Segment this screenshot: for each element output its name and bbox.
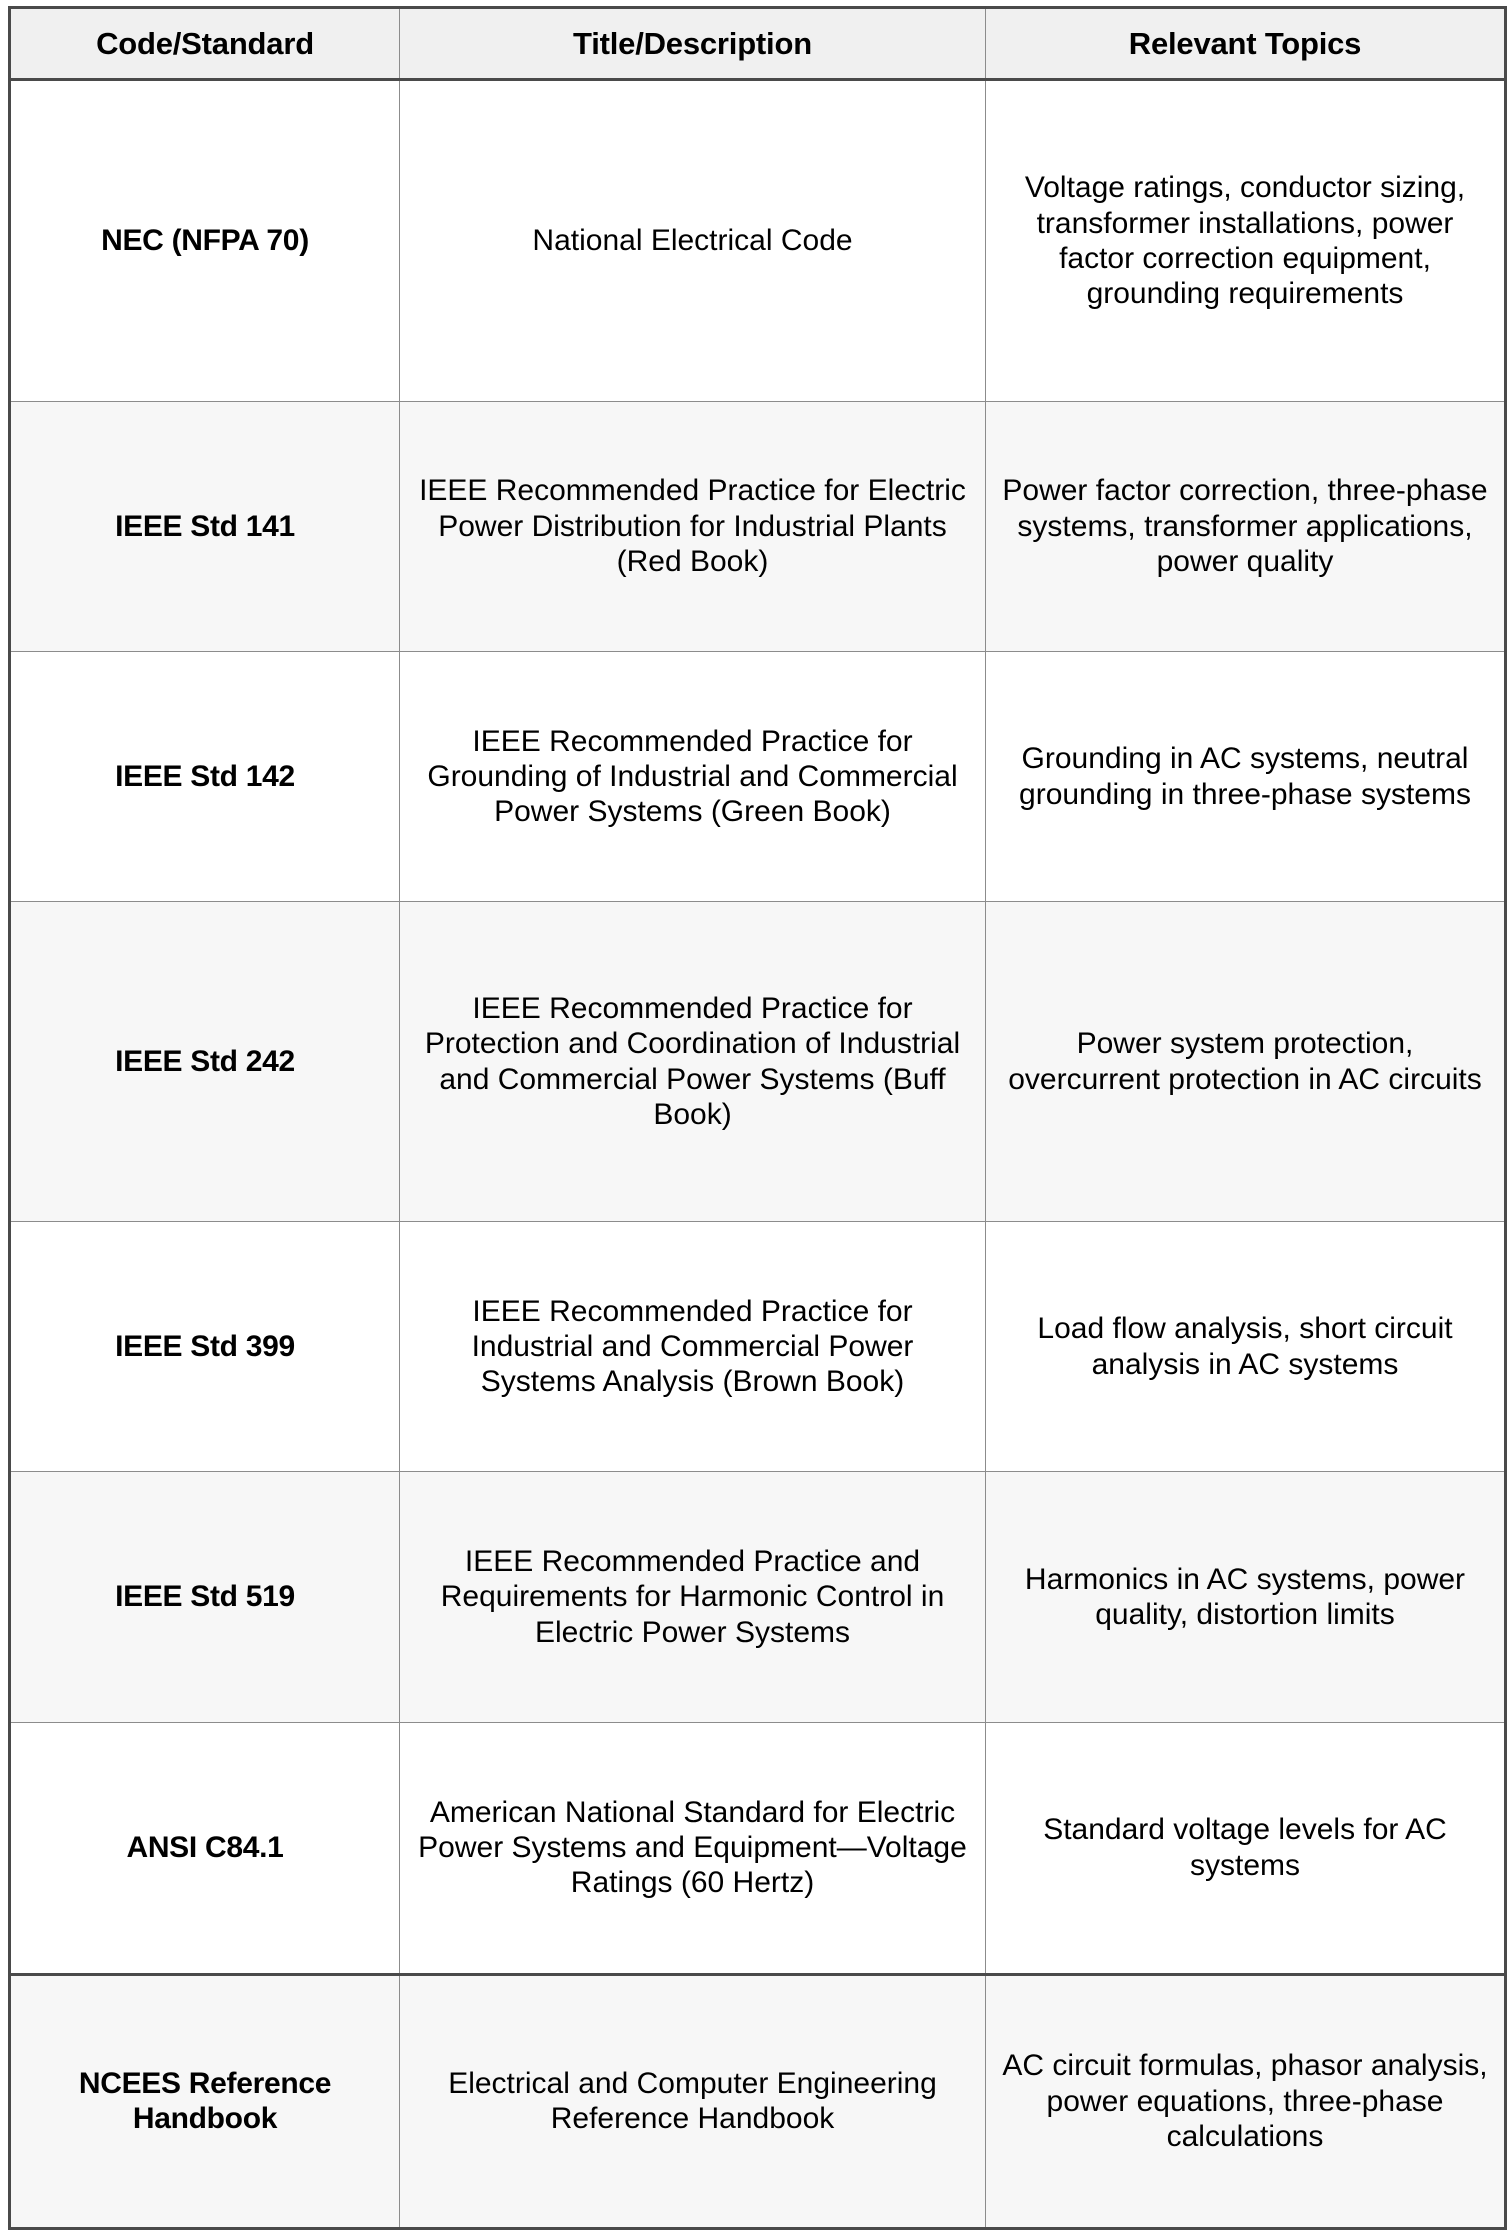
- cell-title-description: IEEE Recommended Practice and Requirements for Harmonic Control in Electric Power Systems: [400, 1472, 986, 1722]
- cell-code-standard: IEEE Std 399: [10, 1222, 400, 1472]
- cell-title-description: IEEE Recommended Practice for Industrial and Commercial Power Systems Analysis (Brown Book): [400, 1222, 986, 1472]
- cell-relevant-topics: Power factor correction, three-phase systems, transformer applications, power quality: [986, 401, 1506, 651]
- cell-relevant-topics: Power system protection, overcurrent protection in AC circuits: [986, 902, 1506, 1222]
- table-row: [10, 1222, 1506, 1472]
- cell-title-description: Electrical and Computer Engineering Reference Handbook: [400, 1974, 986, 2228]
- cell-code-standard: NEC (NFPA 70): [10, 80, 400, 402]
- cell-code-standard: IEEE Std 142: [10, 652, 400, 902]
- table-row: [10, 1722, 1506, 1974]
- table-header: [10, 8, 1506, 80]
- cell-relevant-topics: Load flow analysis, short circuit analysis in AC systems: [986, 1222, 1506, 1472]
- cell-code-standard: IEEE Std 242: [10, 902, 400, 1222]
- table-row: [10, 80, 1506, 402]
- table-row: [10, 902, 1506, 1222]
- cell-title-description: IEEE Recommended Practice for Grounding of Industrial and Commercial Power Systems (Green Book): [400, 652, 986, 902]
- cell-title-description: IEEE Recommended Practice for Protection and Coordination of Industrial and Commercial Power Systems (Buff Book): [400, 902, 986, 1222]
- table-row: [10, 1974, 1506, 2228]
- cell-relevant-topics: Harmonics in AC systems, power quality, distortion limits: [986, 1472, 1506, 1722]
- column-header-title-description: Title/Description: [400, 8, 986, 80]
- cell-code-standard: IEEE Std 519: [10, 1472, 400, 1722]
- cell-relevant-topics: Grounding in AC systems, neutral grounding in three-phase systems: [986, 652, 1506, 902]
- cell-title-description: National Electrical Code: [400, 80, 986, 402]
- cell-title-description: IEEE Recommended Practice for Electric Power Distribution for Industrial Plants (Red Book): [400, 401, 986, 651]
- cell-code-standard: ANSI C84.1: [10, 1722, 400, 1974]
- cell-code-standard: NCEES Reference Handbook: [10, 1974, 400, 2228]
- cell-relevant-topics: Standard voltage levels for AC systems: [986, 1722, 1506, 1974]
- column-header-code-standard: Code/Standard: [10, 8, 400, 80]
- cell-relevant-topics: AC circuit formulas, phasor analysis, power equations, three-phase calculations: [986, 1974, 1506, 2228]
- table-body: [10, 80, 1506, 2229]
- codes-and-standards-table: [8, 6, 1507, 2230]
- table-row: [10, 401, 1506, 651]
- table-row: [10, 652, 1506, 902]
- table-header-row: [10, 8, 1506, 80]
- cell-code-standard: IEEE Std 141: [10, 401, 400, 651]
- column-header-relevant-topics: Relevant Topics: [986, 8, 1506, 80]
- cell-title-description: American National Standard for Electric Power Systems and Equipment—Voltage Ratings (60 Hertz): [400, 1722, 986, 1974]
- table-row: [10, 1472, 1506, 1722]
- cell-relevant-topics: Voltage ratings, conductor sizing, transformer installations, power factor correction equipment, grounding requirements: [986, 80, 1506, 402]
